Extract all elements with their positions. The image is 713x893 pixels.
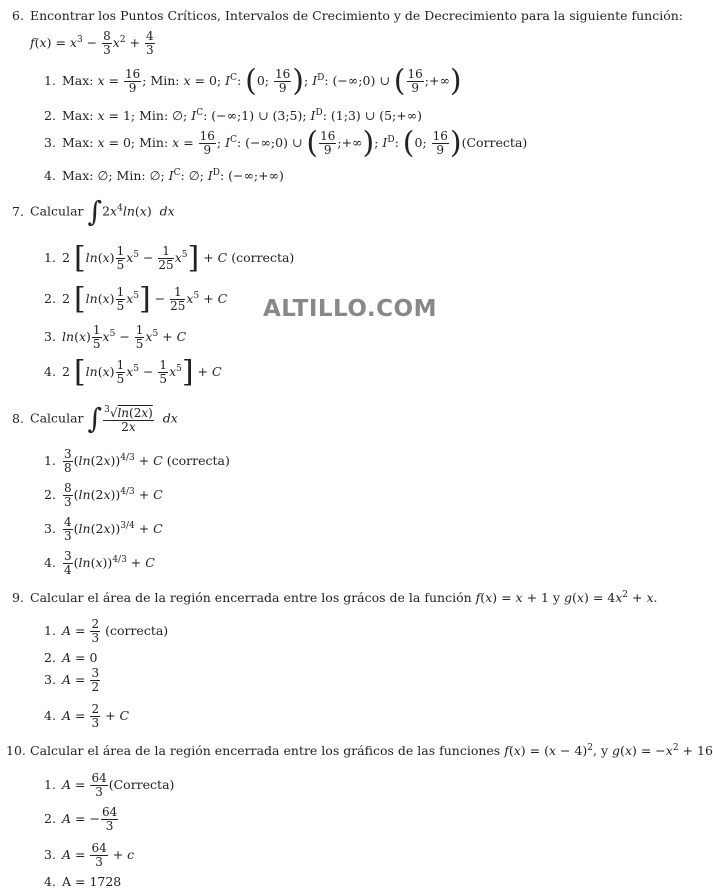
q6-option-2: 2. Max: x = 1; Min: ∅; $I^C$: (−∞;1) ∪ (3;5); $I^D$: (1;3) ∪ (5;+∞) <box>44 108 422 124</box>
q9-option-2: 2. A = 0 <box>44 650 98 665</box>
q9-option-4: 4. A = $\frac{2}{3}$ + C <box>44 702 130 730</box>
q10-option-2: 2. A = − $\frac{64}{3}$ <box>44 805 118 833</box>
q6-option-1: 1. Max: x = $\frac{16}{9}$ ; Min: x = 0; $I^C$: (0; $\frac{16}{9}$ ); $I^D$: (−∞;0) ∪ ( $\frac{16}{9}$ ;+∞) <box>44 63 462 99</box>
question-7: 7. Calcular $\int 2x^4\ln(x)$ dx <box>12 195 175 228</box>
q7-option-1: 1. 2 [ln(x) $\frac{1}{5}$ $x^5$ − $\frac{1}{25}$ $x^5] + C$ (correcta) <box>44 240 295 276</box>
question-6-text: Encontrar los Puntos Críticos, Intervalos de Crecimiento y de Decrecimiento para la siguiente función: <box>30 8 684 23</box>
question-6: 6. Encontrar los Puntos Críticos, Intervalos de Crecimiento y de Decrecimiento para la siguiente función: <box>12 8 684 23</box>
q6-option-3: 3. Max: x = 0; Min: x = $\frac{16}{9}$ ; $I^C$: (−∞;0) ∪ ( $\frac{16}{9}$ ;+∞); $I^D$: (0; $\frac{16}{9}$ )(Correcta) <box>44 125 528 161</box>
question-8: 8. Calcular ∫ $\frac{^3√\ln(2x)}{2x}$ dx <box>12 402 178 435</box>
q10-option-4: 4. A = 1728 <box>44 874 122 889</box>
question-9: 9. Calcular el área de la región encerrada entre los grácos de la función f(x) = x + 1 y $g(x) = 4x^2 + x$. <box>12 590 658 606</box>
q7-option-3: 3. ln(x) $\frac{1}{5}$ $x^5$ − $\frac{1}{5}$ $x^5 + C$ <box>44 323 187 351</box>
question-10: 10. Calcular el área de la región encerrada entre los gráficos de las funciones $f(x) = (x - 4)^2$, y $g(x) = -x^2 + 16$ <box>6 743 713 759</box>
q10-option-4-text: A = 1728 <box>62 874 122 889</box>
q8-option-4: 4. $\frac{3}{4}$ $(\ln(x))^{4/3} + C$ <box>44 549 155 577</box>
q9-option-3: 3. A = $\frac{3}{2}$ <box>44 666 100 694</box>
q7-option-4: 4. 2 [ln(x) $\frac{1}{5}$ $x^5$ − $\frac{1}{5}$ $x^5] + C$ <box>44 354 222 390</box>
q6-option-4: 4. Max: ∅; Min: ∅; $I^C$: ∅; $I^D$: (−∞;+∞) <box>44 168 284 184</box>
q7-option-2: 2. 2 [ln(x) $\frac{1}{5}$ $x^5$] − $\frac{1}{25}$ $x^5 + C$ <box>44 281 228 317</box>
q9-option-1: 1. A = $\frac{2}{3}$ (correcta) <box>44 617 169 645</box>
watermark: ALTILLO.COM <box>263 296 437 322</box>
q10-option-3: 3. A = $\frac{64}{3}$ + c <box>44 841 135 869</box>
q6-function: $f(x) = x^3$ − $\frac{8}{3}$ $x^2$ + $\frac{4}{3}$ <box>30 29 154 57</box>
q8-option-1: 1. $\frac{3}{8}$ $(\ln(2x))^{4/3} + C$ (correcta) <box>44 447 230 475</box>
q10-option-1: 1. A = $\frac{64}{3}$ (Correcta) <box>44 771 175 799</box>
q8-option-3: 3. $\frac{4}{3}$ $(\ln(2x))^{3/4} + C$ <box>44 515 163 543</box>
q8-option-2: 2. $\frac{8}{3}$ $(\ln(2x))^{4/3} + C$ <box>44 481 163 509</box>
